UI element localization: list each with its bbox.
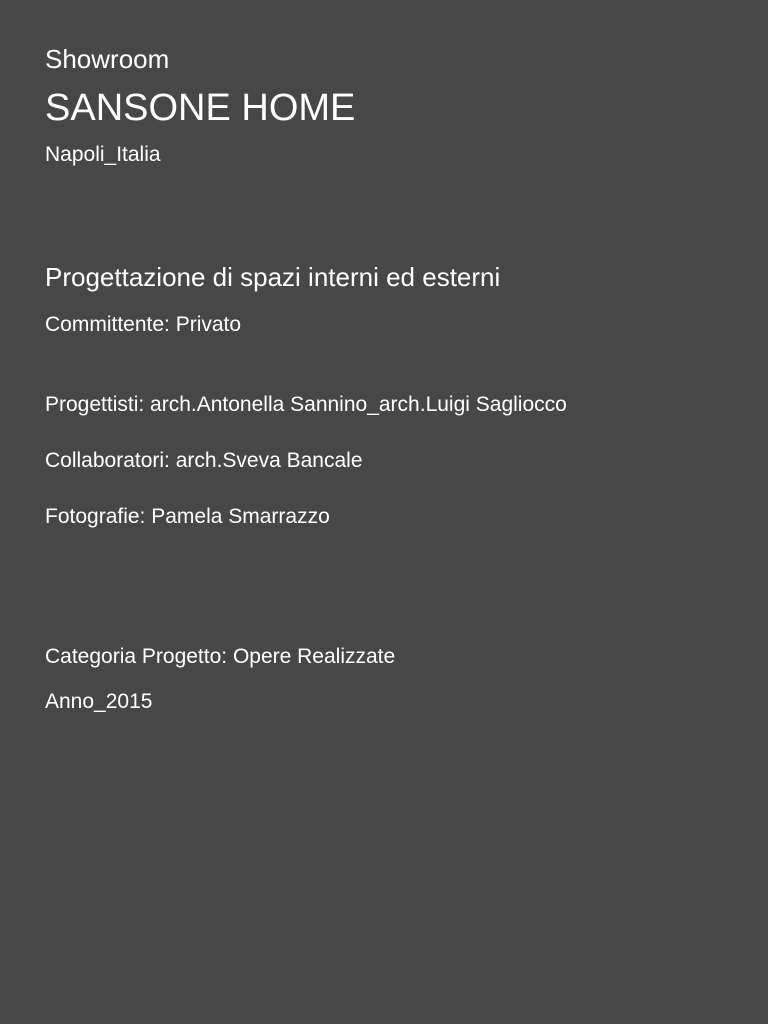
project-subtitle: Progettazione di spazi interni ed esterni: [45, 262, 501, 292]
project-photos-credit: Fotografie: Pamela Smarrazzo: [45, 505, 330, 528]
project-collaborators: Collaboratori: arch.Sveva Bancale: [45, 449, 363, 472]
project-title: SANSONE HOME: [45, 87, 356, 129]
project-client: Committente: Privato: [45, 313, 242, 336]
project-category-label: Showroom: [45, 44, 170, 74]
project-designers: Progettisti: arch.Antonella Sannino_arch.Luigi Sagliocco: [45, 393, 567, 416]
project-year: Anno_2015: [45, 690, 153, 713]
project-location: Napoli_Italia: [45, 143, 161, 166]
project-category-info: Categoria Progetto: Opere Realizzate: [45, 645, 396, 668]
